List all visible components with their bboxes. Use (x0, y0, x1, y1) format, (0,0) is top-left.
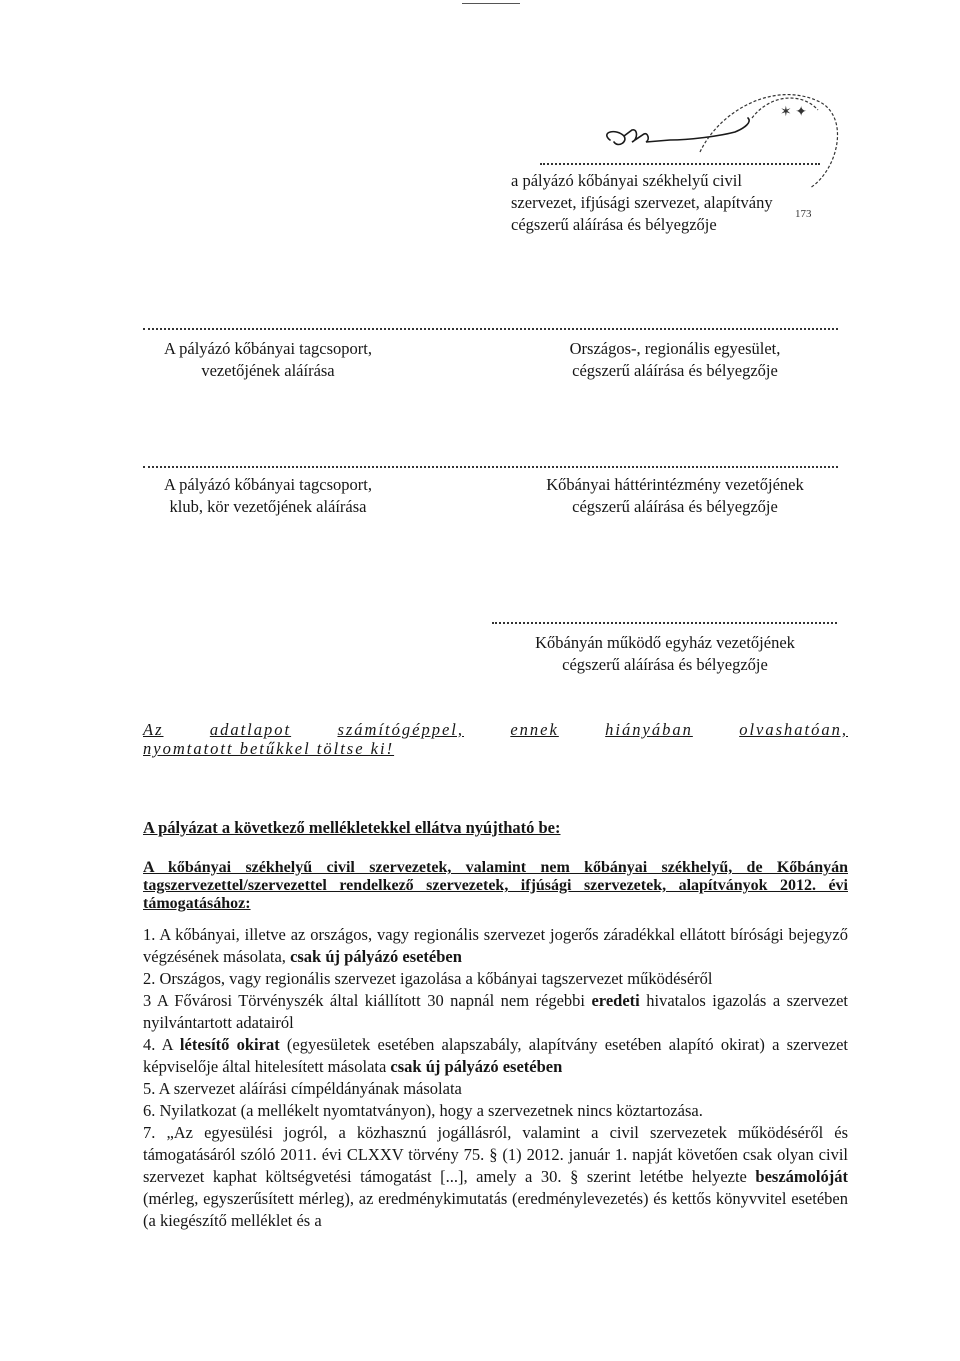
fill-instructions-line2: nyomtatott betűkkel töltse ki! (143, 739, 395, 758)
signature-left1: A pályázó kőbányai tagcsoport, vezetőjének aláírása (163, 339, 373, 380)
top-signature-line3: cégszerű aláírása és bélyegzője (511, 215, 717, 234)
attachments-subheading: A kőbányai székhelyű civil szervezetek, valamint nem kőbányai székhelyű, de Kőbányán tagszervezettel/szervezettel rendelkező szervezetek, ifjúsági szervezetek, alapítványok 2012. évi támogatásához: (143, 859, 848, 912)
header-rule (462, 3, 520, 4)
top-signature-line2: szervezet, ifjúsági szervezet, alapítvány (511, 193, 773, 212)
handwritten-signature (607, 118, 749, 144)
attachments-intro: A pályázat a következő mellékletekkel ellátva nyújtható be: (143, 818, 561, 837)
top-signature-caption (511, 170, 851, 236)
signature-row1-dotline (143, 328, 838, 330)
top-signature-dotline (540, 163, 820, 165)
signature-row2-dotline (143, 466, 838, 468)
list-item: 1. A kőbányai, illetve az országos, vagy regionális szervezet jogerős záradékkal ellátott bírósági bejegyző végzésének másolata, csak új pályázó esetében (143, 925, 848, 966)
signature-row3-dotline (492, 622, 837, 624)
stamp-marks: ✶ ✦ (780, 105, 807, 120)
signature-right2: Kőbányai háttérintézmény vezetőjének cégszerű aláírása és bélyegzője (546, 475, 804, 516)
list-item: 2. Országos, vagy regionális szervezet igazolása a kőbányai tagszervezet működéséről (143, 969, 713, 988)
signature-left2: A pályázó kőbányai tagcsoport, klub, kör vezetőjének aláírása (163, 475, 373, 516)
attachments-list (143, 924, 848, 1232)
signature-center3: Kőbányán működő egyház vezetőjének cégszerű aláírása és bélyegzője (535, 633, 795, 674)
fill-instructions: Az adatlapot számítógéppel, ennek hiányában olvashatóan, nyomtatott betűkkel töltse ki! (143, 720, 848, 758)
list-item: 3 A Fővárosi Törvényszék által kiállított 30 napnál nem régebbi eredeti hivatalos igazolás a szervezet nyilvántartott adatairól (143, 991, 848, 1032)
list-item: 5. A szervezet aláírási címpéldányának másolata (143, 1079, 462, 1098)
list-item: 6. Nyilatkozat (a mellékelt nyomtatványon), hogy a szervezetnek nincs köztartozása. (143, 1101, 703, 1120)
stamp-number: 173 (795, 208, 812, 220)
list-item: 7. „Az egyesülési jogról, a közhasznú jogállásról, valamint a civil szervezetek működéséről és támogatásáról szóló 2011. évi CLXXV törvény 75. § (1) 2012. január 1. napját követően csak olyan civil szervezet kaphat költségvetési támogatást [...], amely a 30. § szerint letétbe helyezte beszámolóját (mérleg, egyszerűsített mérleg), az eredménykimutatás (eredménylevezetés) és kettős könyvvitel esetében (a kiegészítő melléklet és a (143, 1123, 848, 1230)
top-signature-line1: a pályázó kőbányai székhelyű civil (511, 171, 742, 190)
signature-right1: Országos-, regionális egyesület, cégszerű aláírása és bélyegzője (569, 339, 781, 380)
list-item: 4. A létesítő okirat (egyesületek esetében alapszabály, alapítvány esetében alapító okirat) a szervezet képviselője által hitelesített másolata csak új pályázó esetében (143, 1035, 848, 1076)
